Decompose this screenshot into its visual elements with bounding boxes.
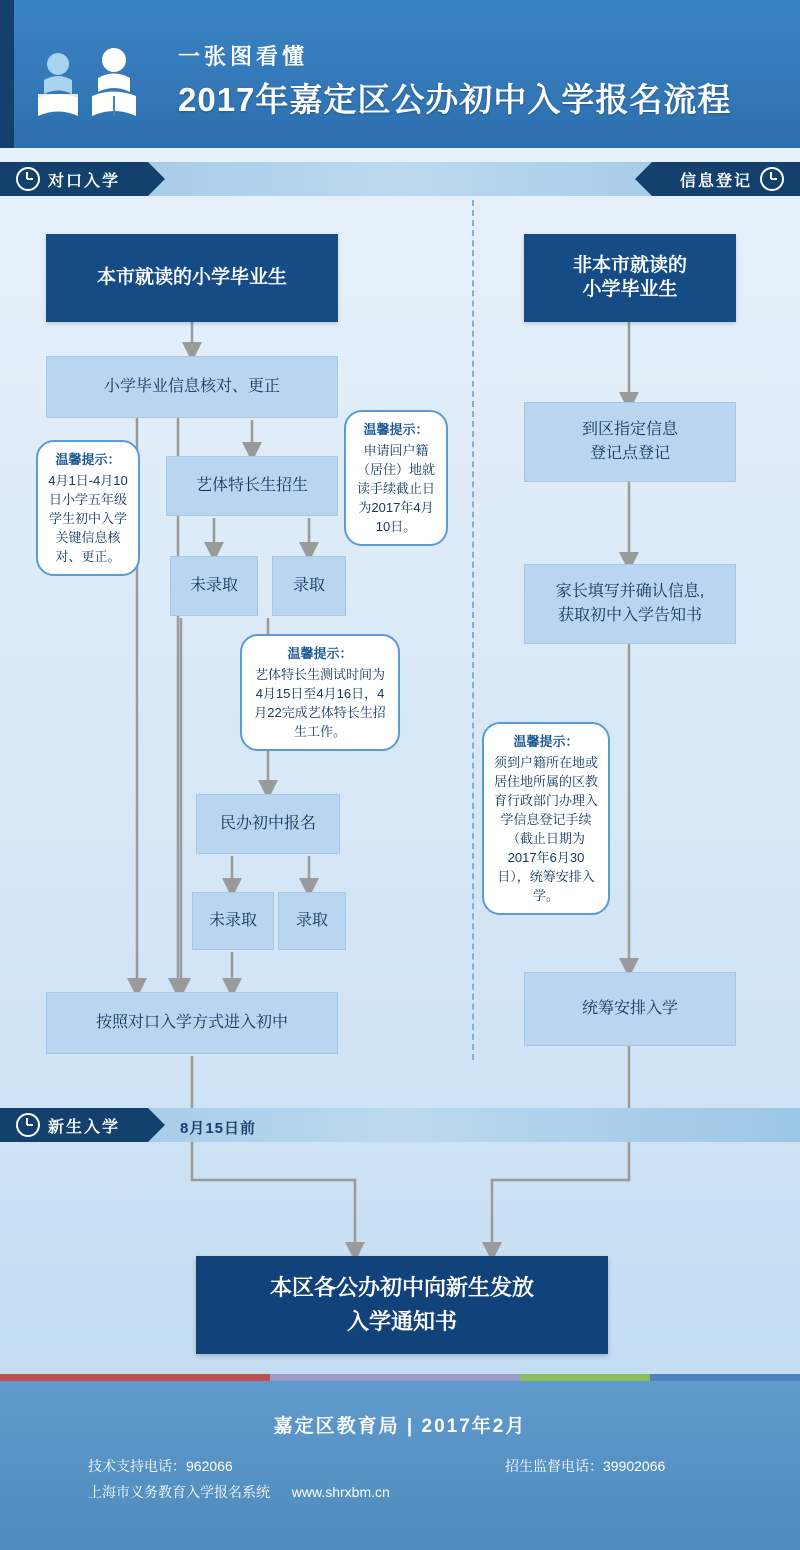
footer-system-url[interactable]: www.shrxbm.cn <box>291 1484 390 1500</box>
box-parent-line1: 家长填写并确认信息, <box>555 583 705 600</box>
box-art-not-admitted[interactable]: 未录取 <box>170 556 258 616</box>
box-nonlocal-line1: 非本市就读的 <box>572 255 687 276</box>
header-text-block <box>178 42 731 124</box>
footer-system-label: 上海市义务教育入学报名系统 <box>88 1484 270 1500</box>
callout-tip-3-text: 艺体特长生测试时间为4月15日至4月16日，4月22完成艺体特长生招生工作。 <box>254 667 386 739</box>
box-registration-line1: 到区指定信息 <box>581 421 678 438</box>
final-line2: 入学通知书 <box>346 1309 457 1334</box>
ribbon-duikou-ruxue <box>0 162 148 196</box>
box-art-admitted[interactable]: 录取 <box>272 556 346 616</box>
clock-icon <box>16 167 40 191</box>
box-parent-line2: 获取初中入学告知书 <box>557 607 702 624</box>
box-registration-point[interactable] <box>524 402 736 482</box>
box-final-notice[interactable] <box>196 1256 608 1354</box>
stripe-segment-3 <box>520 1374 650 1381</box>
box-art-sports-admission[interactable]: 艺体特长生招生 <box>166 456 338 516</box>
footer-system-line <box>88 1482 390 1502</box>
header-subtitle: 一张图看懂 <box>178 44 309 69</box>
footer-supervise-phone: 招生监督电话：39902066 <box>505 1458 666 1474</box>
callout-tip-label: 温馨提示： <box>363 422 429 437</box>
callout-tip-label: 温馨提示： <box>513 734 579 749</box>
header-accent-bar <box>0 0 14 148</box>
clock-icon <box>760 167 784 191</box>
box-info-verification[interactable]: 小学毕业信息核对、更正 <box>46 356 338 418</box>
page-footer <box>0 1381 800 1550</box>
ribbon-bottom-label: 新生入学 <box>48 1118 121 1136</box>
callout-tip-label: 温馨提示： <box>287 646 353 661</box>
box-nonlocal-graduates[interactable] <box>524 234 736 322</box>
callout-tip-label: 温馨提示： <box>55 452 121 467</box>
ribbon-left-label: 对口入学 <box>48 172 121 190</box>
final-line1: 本区各公办初中向新生发放 <box>269 1275 534 1300</box>
box-private-admitted[interactable]: 录取 <box>278 892 346 950</box>
box-coordinated-placement[interactable]: 统筹安排入学 <box>524 972 736 1046</box>
page-header <box>0 0 800 148</box>
footer-stripe <box>0 1374 800 1381</box>
callout-tip-4-text: 须到户籍所在地或居住地所属的区教育行政部门办理入学信息登记手续（截止日期为2017年6月30日），统筹安排入学。 <box>494 755 599 903</box>
footer-title: 嘉定区教育局 | 2017年2月 <box>273 1416 527 1437</box>
callout-tip-3 <box>240 634 400 751</box>
column-divider <box>472 200 474 1060</box>
ribbon-bottom-note: 8月15日前 <box>180 1120 257 1137</box>
box-nonlocal-line2: 小学毕业生 <box>582 279 678 300</box>
callout-tip-2-text: 申请回户籍（居住）地就读手续截止日为2017年4月10日。 <box>356 443 435 534</box>
callout-tip-2 <box>344 410 448 546</box>
ribbon-xinsheng-ruxue <box>0 1108 148 1142</box>
footer-support-phone: 技术支持电话：962066 <box>88 1458 233 1474</box>
callout-tip-4 <box>482 722 610 915</box>
box-local-graduates[interactable]: 本市就读的小学毕业生 <box>46 234 338 322</box>
reading-person-icon <box>30 46 160 126</box>
ribbon-right-label: 信息登记 <box>679 172 752 190</box>
stripe-segment-2 <box>270 1374 520 1381</box>
clock-icon <box>16 1113 40 1137</box>
box-parent-confirm-info[interactable] <box>524 564 736 644</box>
box-private-not-admitted[interactable]: 未录取 <box>192 892 274 950</box>
stripe-segment-4 <box>650 1374 800 1381</box>
ribbon-xinxi-dengji <box>652 162 800 196</box>
box-registration-line2: 登记点登记 <box>589 445 670 462</box>
stripe-segment-1 <box>0 1374 270 1381</box>
page-title: 2017年嘉定区公办初中入学报名流程 <box>178 81 732 118</box>
callout-tip-1 <box>36 440 140 576</box>
box-private-school-application[interactable]: 民办初中报名 <box>196 794 340 854</box>
callout-tip-1-text: 4月1日-4月10日小学五年级学生初中入学关键信息核对、更正。 <box>48 473 128 564</box>
box-enter-via-duikou[interactable]: 按照对口入学方式进入初中 <box>46 992 338 1054</box>
